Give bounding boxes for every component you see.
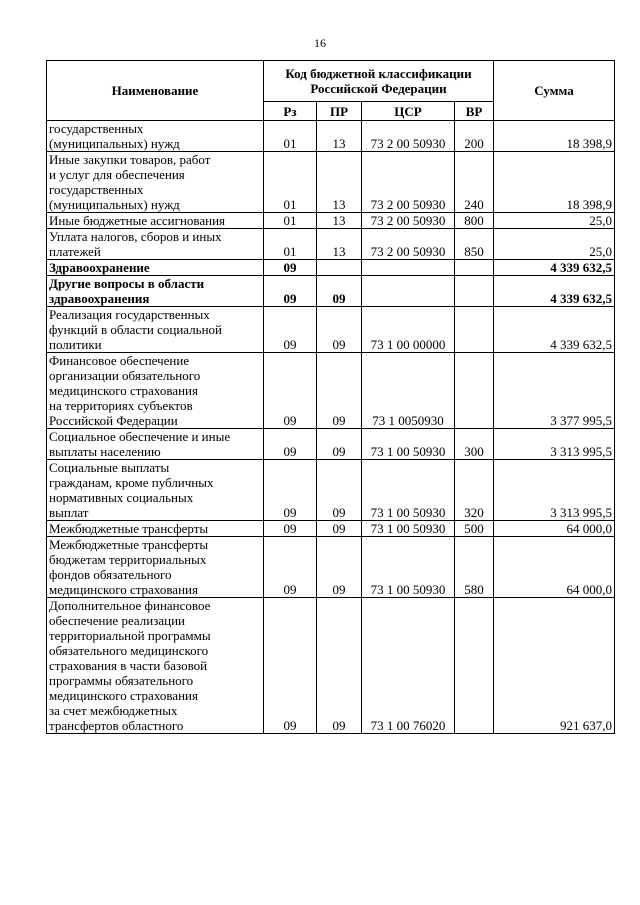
table-row (47, 213, 615, 229)
row-sum: 25,0 (494, 229, 615, 260)
row-pr: 09 (317, 276, 362, 307)
row-csr: 73 1 00 50930 (362, 537, 455, 598)
row-vr: 800 (455, 213, 494, 229)
row-vr: 580 (455, 537, 494, 598)
header-kbk: Код бюджетной классификации Российской Федерации (264, 61, 494, 102)
row-pr: 09 (317, 521, 362, 537)
header-name: Наименование (47, 61, 264, 121)
row-csr: 73 2 00 50930 (362, 121, 455, 152)
header-sum: Сумма (494, 61, 615, 121)
row-csr (362, 260, 455, 276)
row-pr: 13 (317, 229, 362, 260)
row-rz: 09 (264, 353, 317, 429)
table-row (47, 429, 615, 460)
row-name: Социальное обеспечение и иные выплаты населению (47, 429, 264, 460)
table-row (47, 353, 615, 429)
row-rz: 09 (264, 276, 317, 307)
row-name: Другие вопросы в области здравоохранения (47, 276, 264, 307)
table-row (47, 229, 615, 260)
row-rz: 01 (264, 152, 317, 213)
row-csr: 73 2 00 50930 (362, 152, 455, 213)
table-row (47, 307, 615, 353)
row-pr: 09 (317, 598, 362, 734)
row-csr (362, 276, 455, 307)
row-sum: 4 339 632,5 (494, 307, 615, 353)
row-csr: 73 1 00 50930 (362, 460, 455, 521)
row-vr (455, 276, 494, 307)
table-row (47, 521, 615, 537)
row-pr: 13 (317, 152, 362, 213)
row-rz: 09 (264, 429, 317, 460)
table-row (47, 152, 615, 213)
row-name: Социальные выплаты гражданам, кроме публичных нормативных социальных выплат (47, 460, 264, 521)
row-vr: 200 (455, 121, 494, 152)
table-row (47, 260, 615, 276)
row-sum: 4 339 632,5 (494, 260, 615, 276)
row-vr: 500 (455, 521, 494, 537)
header-vr: ВР (455, 102, 494, 121)
row-sum: 4 339 632,5 (494, 276, 615, 307)
row-sum: 3 313 995,5 (494, 429, 615, 460)
row-vr (455, 598, 494, 734)
row-sum: 3 313 995,5 (494, 460, 615, 521)
row-name: Финансовое обеспечение организации обязательного медицинского страхования на территориях субъектов Российской Федерации (47, 353, 264, 429)
row-csr: 73 1 00 50930 (362, 521, 455, 537)
table-row (47, 121, 615, 152)
row-rz: 01 (264, 229, 317, 260)
row-name: Уплата налогов, сборов и иных платежей (47, 229, 264, 260)
row-csr: 73 2 00 50930 (362, 229, 455, 260)
row-vr (455, 260, 494, 276)
row-vr: 850 (455, 229, 494, 260)
page-number: 16 (314, 36, 326, 50)
row-rz: 09 (264, 307, 317, 353)
row-pr: 09 (317, 307, 362, 353)
row-sum: 921 637,0 (494, 598, 615, 734)
row-pr (317, 260, 362, 276)
row-csr: 73 1 0050930 (362, 353, 455, 429)
row-vr (455, 307, 494, 353)
table-row (47, 276, 615, 307)
row-csr: 73 1 00 00000 (362, 307, 455, 353)
row-pr: 13 (317, 121, 362, 152)
row-rz: 09 (264, 537, 317, 598)
row-pr: 09 (317, 460, 362, 521)
row-vr: 320 (455, 460, 494, 521)
row-rz: 09 (264, 521, 317, 537)
row-vr: 240 (455, 152, 494, 213)
row-name: Здравоохранение (47, 260, 264, 276)
table-row (47, 460, 615, 521)
header-pr: ПР (317, 102, 362, 121)
row-name: Иные бюджетные ассигнования (47, 213, 264, 229)
row-name: Межбюджетные трансферты бюджетам территориальных фондов обязательного медицинского страхования (47, 537, 264, 598)
row-csr: 73 1 00 76020 (362, 598, 455, 734)
row-rz: 01 (264, 213, 317, 229)
table-row (47, 537, 615, 598)
table-row (47, 598, 615, 734)
row-name: Дополнительное финансовое обеспечение реализации территориальной программы обязательного медицинского страхования в части базовой программы обязательного медицинского страхования за счет межбюджетных трансфертов областного (47, 598, 264, 734)
row-pr: 13 (317, 213, 362, 229)
row-rz: 09 (264, 598, 317, 734)
row-csr: 73 2 00 50930 (362, 213, 455, 229)
budget-table (46, 60, 615, 734)
row-vr (455, 353, 494, 429)
row-pr: 09 (317, 353, 362, 429)
row-sum: 18 398,9 (494, 121, 615, 152)
row-name: государственных (муниципальных) нужд (47, 121, 264, 152)
row-rz: 09 (264, 460, 317, 521)
row-name: Реализация государственных функций в области социальной политики (47, 307, 264, 353)
row-sum: 3 377 995,5 (494, 353, 615, 429)
row-pr: 09 (317, 537, 362, 598)
row-csr: 73 1 00 50930 (362, 429, 455, 460)
row-sum: 18 398,9 (494, 152, 615, 213)
row-sum: 64 000,0 (494, 521, 615, 537)
row-rz: 01 (264, 121, 317, 152)
header-csr: ЦСР (362, 102, 455, 121)
row-sum: 25,0 (494, 213, 615, 229)
row-pr: 09 (317, 429, 362, 460)
row-rz: 09 (264, 260, 317, 276)
table-body (47, 121, 615, 734)
row-vr: 300 (455, 429, 494, 460)
row-sum: 64 000,0 (494, 537, 615, 598)
row-name: Межбюджетные трансферты (47, 521, 264, 537)
row-name: Иные закупки товаров, работ и услуг для обеспечения государственных (муниципальных) нужд (47, 152, 264, 213)
header-rz: Рз (264, 102, 317, 121)
